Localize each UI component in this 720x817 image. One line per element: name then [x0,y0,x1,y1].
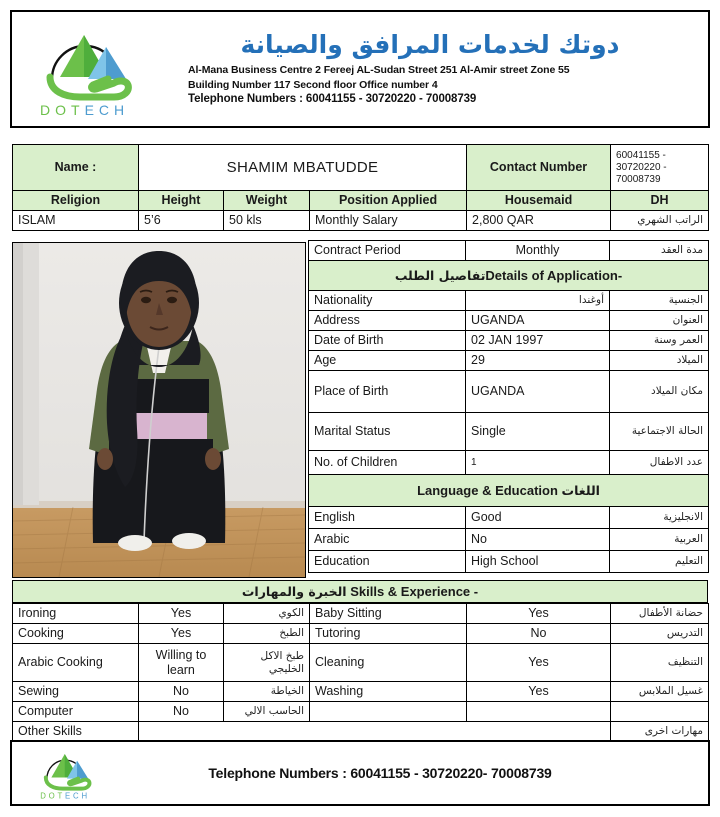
letterhead-text [182,31,708,108]
letterhead-header [10,10,710,128]
footer-bar [10,740,710,806]
height-label: Height [139,191,224,211]
marital-status-value: Single [466,413,610,451]
age-label: Age [309,351,466,371]
address-line-2: Building Number 117 Second floor Office number 4 [188,78,438,91]
no-of-children-value: 1 [466,451,610,475]
dotech-logo-icon-footer [26,744,118,802]
date-of-birth-label: Date of Birth [309,331,466,351]
company-name-arabic: دوتك لخدمات المرافق والصيانة [240,29,620,59]
table-row-salary [13,211,709,231]
arabic-value: No [466,529,610,551]
skill-cooking-value: Yes [139,624,224,644]
skills-experience-table [12,603,709,742]
table-row-english [309,507,709,529]
table-row-skill [13,644,709,682]
table-row-contract-period [309,241,709,261]
other-skills-value [139,722,611,742]
header-phone-line: Telephone Numbers : 60041155 - 30720220 - 70008739 [188,92,477,105]
skill-sewing-arabic: الخياطة [224,682,310,702]
applicant-identity-table [12,144,709,231]
table-row-age [309,351,709,371]
table-row-marital-status [309,413,709,451]
skills-section-suffix: - [473,583,479,599]
skill-computer-value: No [139,702,224,722]
education-arabic: التعليم [610,551,709,573]
arabic-arabic: العربية [610,529,709,551]
skill-cleaning-arabic: التنظيف [611,644,709,682]
skill-washing-label: Washing [310,682,467,702]
language-section-english: Language & Education [417,482,558,498]
skill-ironing-value: Yes [139,604,224,624]
weight-value: 50 kls [224,211,310,231]
skill-empty-label [310,702,467,722]
footer-logo [12,743,132,803]
monthly-salary-label: Monthly Salary [310,211,467,231]
religion-label: Religion [13,191,139,211]
nationality-arabic: الجنسية [610,291,709,311]
education-value: High School [466,551,610,573]
skill-tutoring-label: Tutoring [310,624,467,644]
position-applied-value: Housemaid [467,191,611,211]
skills-section-arabic: الخبرة والمهارات [241,583,347,599]
date-of-birth-arabic: العمر وسنة [610,331,709,351]
height-value: 5’6 [139,211,224,231]
language-section-title [309,475,709,507]
contract-period-label: Contract Period [309,241,466,261]
address-value: UGANDA [466,311,610,331]
table-row-date-of-birth [309,331,709,351]
details-section-english: Details of Application- [485,267,623,283]
table-row-skill [13,624,709,644]
age-value: 29 [466,351,610,371]
nationality-value: أوغندا [466,291,610,311]
weight-label: Weight [224,191,310,211]
marital-status-arabic: الحالة الاجتماعية [610,413,709,451]
place-of-birth-value: UGANDA [466,371,610,413]
contract-period-value: Monthly [466,241,610,261]
address-label: Address [309,311,466,331]
skill-ironing-label: Ironing [13,604,139,624]
monthly-salary-arabic: الراتب الشهري [611,211,709,231]
name-label: Name : [13,145,139,191]
skill-cleaning-value: Yes [467,644,611,682]
skill-arabic-cooking-arabic: طبخ الاكل الخليجي [224,644,310,682]
nationality-label: Nationality [309,291,466,311]
skill-computer-label: Computer [13,702,139,722]
application-details-table [308,240,709,573]
english-value: Good [466,507,610,529]
details-section-arabic: تفاصيل الطلب [394,267,486,283]
skill-sewing-label: Sewing [13,682,139,702]
table-row-skill [13,682,709,702]
skill-tutoring-value: No [467,624,611,644]
table-row-no-of-children [309,451,709,475]
skill-cleaning-label: Cleaning [310,644,467,682]
applicant-photo [12,242,306,578]
table-row-name [13,145,709,191]
no-of-children-label: No. of Children [309,451,466,475]
contact-number-value: 60041155 - 30720220 - 70008739 [611,145,709,191]
skill-empty-arabic [611,702,709,722]
skill-washing-value: Yes [467,682,611,702]
table-row-place-of-birth [309,371,709,413]
education-label: Education [309,551,466,573]
logo-wordmark: DOTECH [40,102,130,118]
monthly-salary-value: 2,800 QAR [467,211,611,231]
dotech-logo-icon [22,17,172,121]
skill-arabic-cooking-label: Arabic Cooking [13,644,139,682]
table-row-skill [13,702,709,722]
company-logo [12,13,182,125]
skill-baby-sitting-value: Yes [467,604,611,624]
no-of-children-arabic: عدد الاطفال [610,451,709,475]
section-header-details [309,261,709,291]
applicant-photo-image [13,243,305,577]
marital-status-label: Marital Status [309,413,466,451]
skill-washing-arabic: غسيل الملابس [611,682,709,702]
table-row-other-skills [13,722,709,742]
footer-phone-line: Telephone Numbers : 60041155 - 30720220- 70008739 [208,765,552,781]
table-row-skill [13,604,709,624]
religion-value: ISLAM [13,211,139,231]
skills-section-header-table [12,580,708,603]
skill-cooking-arabic: الطبخ [224,624,310,644]
section-header-language [309,475,709,507]
age-arabic: الميلاد [610,351,709,371]
other-skills-arabic: مهارات اخرى [611,722,709,742]
contact-number-label: Contact Number [467,145,611,191]
skill-baby-sitting-label: Baby Sitting [310,604,467,624]
address-line-1: Al-Mana Business Centre 2 Fereej AL-Sudan Street 251 Al-Amir street Zone 55 [188,64,570,77]
table-row-measures-header [13,191,709,211]
english-arabic: الانجليزية [610,507,709,529]
address-arabic: العنوان [610,311,709,331]
name-value: SHAMIM MBATUDDE [139,145,467,191]
table-row-education [309,551,709,573]
position-applied-arabic: DH [611,191,709,211]
arabic-label: Arabic [309,529,466,551]
details-section-title [309,261,709,291]
table-row-nationality [309,291,709,311]
position-applied-label: Position Applied [310,191,467,211]
language-section-arabic: اللغات [561,482,600,498]
table-row-address [309,311,709,331]
skill-empty-value [467,702,611,722]
other-skills-label: Other Skills [13,722,139,742]
skill-ironing-arabic: الكوي [224,604,310,624]
date-of-birth-value: 02 JAN 1997 [466,331,610,351]
skill-sewing-value: No [139,682,224,702]
skill-computer-arabic: الحاسب الالي [224,702,310,722]
place-of-birth-label: Place of Birth [309,371,466,413]
english-label: English [309,507,466,529]
table-row-arabic-lang [309,529,709,551]
skill-arabic-cooking-value: Willing to learn [139,644,224,682]
section-header-skills [13,581,708,603]
contract-period-arabic: مدة العقد [610,241,709,261]
skill-baby-sitting-arabic: حضانة الأطفال [611,604,709,624]
skill-tutoring-arabic: التدريس [611,624,709,644]
skills-section-title [13,581,708,603]
footer-logo-wordmark: DOTECH [40,791,90,801]
skill-cooking-label: Cooking [13,624,139,644]
skills-section-english: Skills & Experience [350,583,471,599]
place-of-birth-arabic: مكان الميلاد [610,371,709,413]
